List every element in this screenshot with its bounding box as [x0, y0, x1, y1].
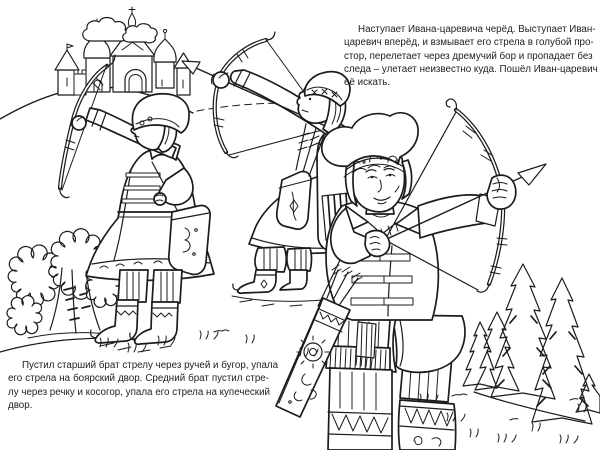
ivan-nock-hand — [365, 231, 390, 257]
text-line: его стрела на боярский двор. Средний брат пустил стре- — [8, 373, 269, 385]
ivan-arrowhead — [518, 164, 546, 185]
text-line: лу через речку и косогор, упала его стрела на купеческий — [8, 386, 271, 398]
text-line: её искать. — [344, 77, 391, 89]
text-line: двор. — [8, 400, 33, 412]
story-paragraph-bottom — [8, 359, 279, 412]
clouds — [83, 18, 157, 43]
middle-boots — [233, 270, 307, 293]
text-line: царевич вперёд, и взмывает его стрела в голубой про- — [344, 37, 594, 49]
text-line: стор, перелетает через дремучий бор и пропадает без — [344, 50, 593, 62]
text-line: Пустил старший брат стрелу через ручей и бугор, упала — [22, 360, 279, 371]
eldest-quiver — [169, 206, 210, 275]
fir-trees — [463, 264, 600, 424]
text-line: Наступает Ивана-царевича черёд. Выступает Иван- — [358, 24, 596, 35]
middle-bow-hand — [213, 72, 229, 88]
text-line: следа – улетает неизвестно куда. Пошёл Иван-царевич — [344, 64, 598, 76]
story-paragraph-top — [344, 23, 598, 90]
ivan-bow-hand — [487, 175, 516, 209]
eldest-head — [131, 94, 189, 152]
archer-eldest — [60, 55, 214, 344]
middle-pants — [255, 247, 312, 272]
